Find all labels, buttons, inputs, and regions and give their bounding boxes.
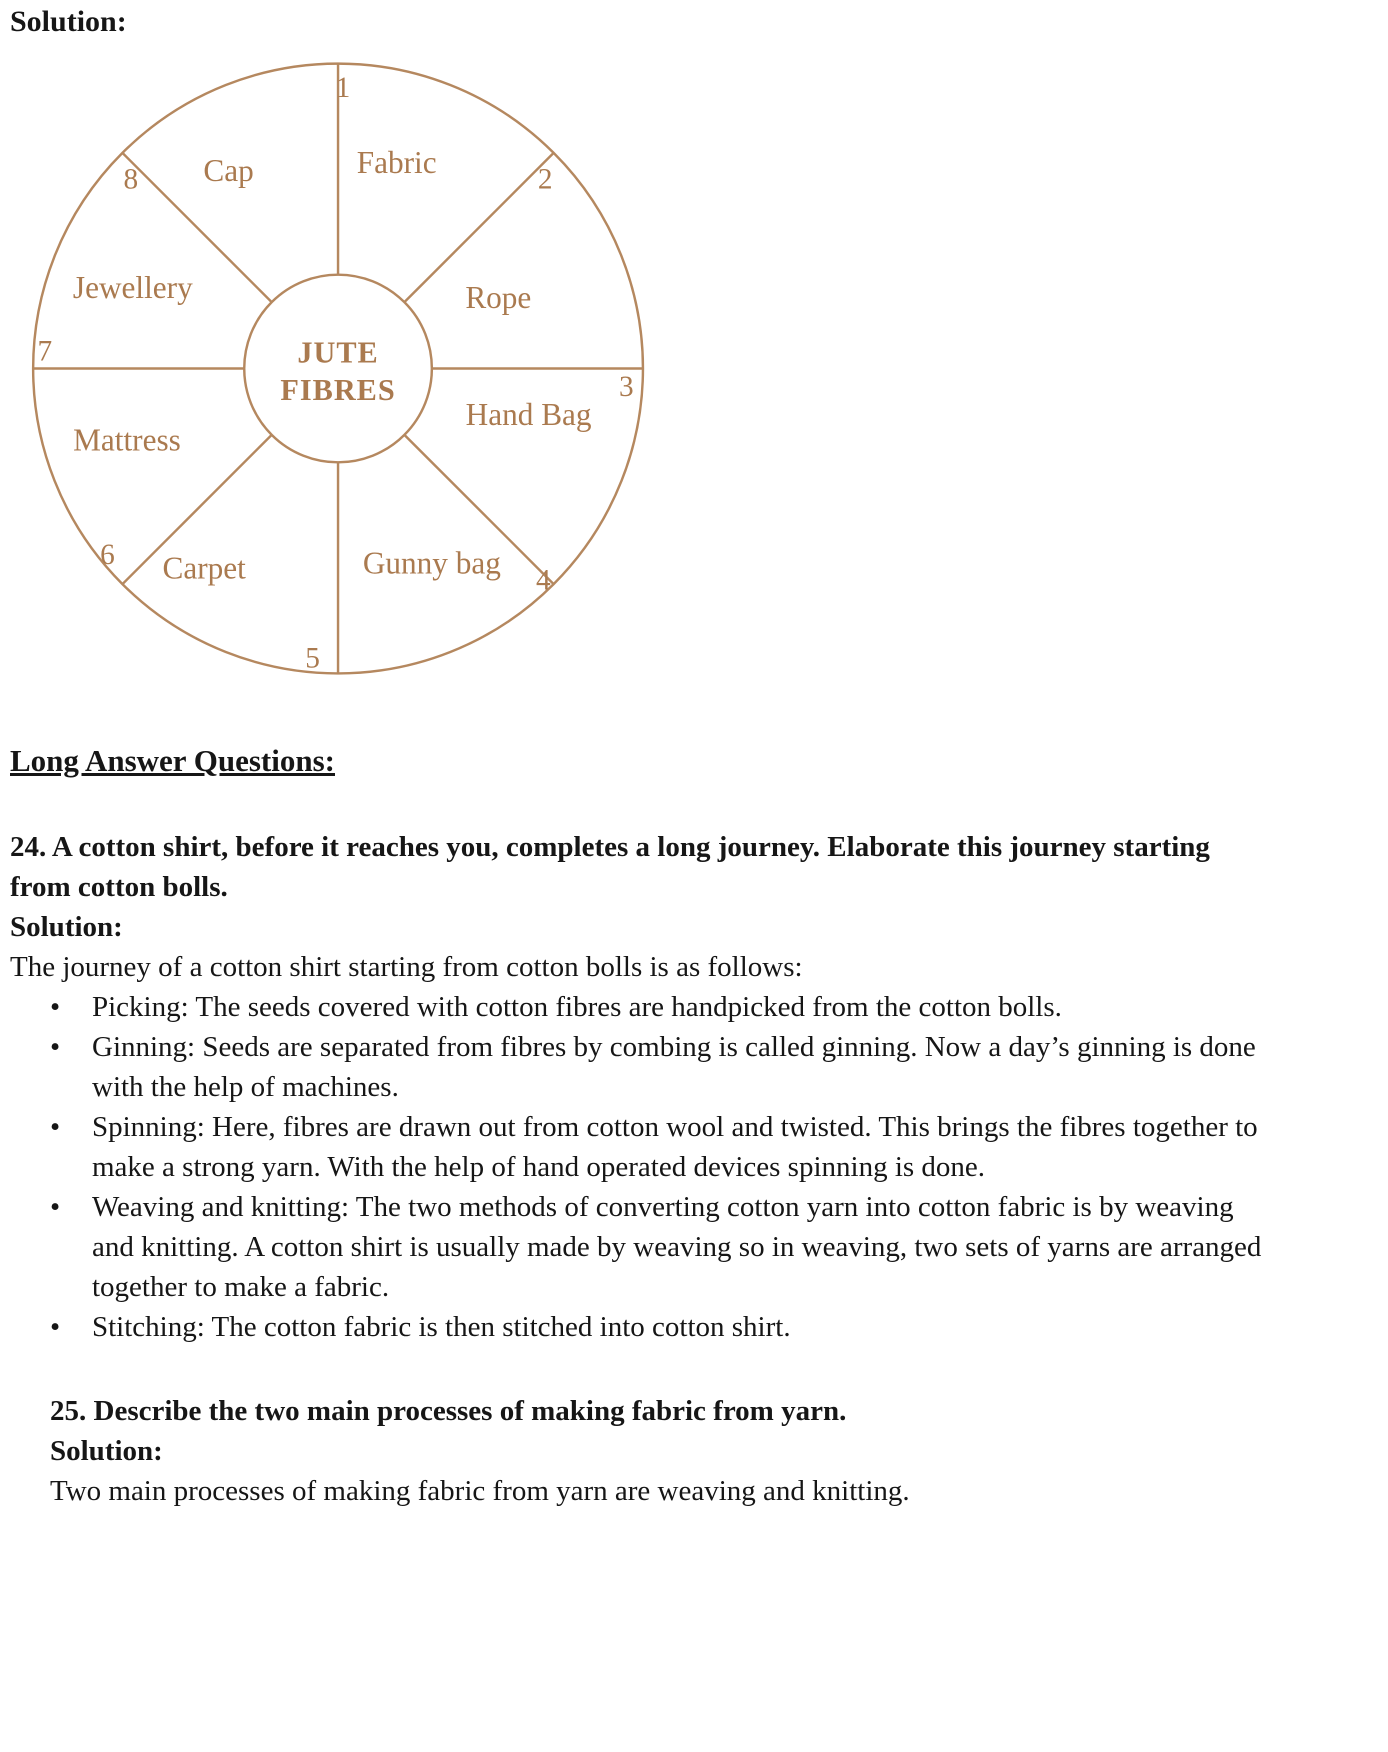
question-25-text: 25. Describe the two main processes of making fabric from yarn.	[50, 1395, 847, 1427]
sector-label-carpet: Carpet	[162, 550, 246, 586]
sector-label-cap: Cap	[203, 152, 254, 188]
spoke-number-3: 3	[619, 370, 634, 403]
spoke-number-8: 8	[123, 163, 139, 196]
bullet-item-stitching: • Stitching: The cotton fabric is then stitched into cotton shirt.	[10, 1307, 1262, 1347]
question-24-text: 24. A cotton shirt, before it reaches you, completes a long journey. Elaborate this journey starting from cotton bolls.	[10, 831, 1210, 903]
q24-bullet-list	[10, 987, 1272, 1347]
sector-label-jewellery: Jewellery	[72, 270, 193, 306]
bullet-item-picking: • Picking: The seeds covered with cotton fibres are handpicked from the cotton bolls.	[10, 987, 1262, 1027]
jute-fibres-wheel-diagram	[10, 46, 670, 691]
bullet-item-weaving-knitting: • Weaving and knitting: The two methods of converting cotton yarn into cotton fabric is by weaving and knitting. A cotton shirt is usually made by weaving so in weaving, two sets of yarns are arranged together to make a fabric.	[10, 1187, 1262, 1307]
center-label-line2: FIBRES	[280, 372, 396, 407]
spoke-number-7: 7	[37, 335, 53, 368]
question-25-block	[10, 1391, 1290, 1511]
q25-solution-label: Solution:	[50, 1435, 163, 1467]
spoke-number-2: 2	[537, 163, 553, 196]
spoke-number-1: 1	[335, 71, 351, 104]
sector-label-fabric: Fabric	[356, 145, 437, 181]
sector-label-hand-bag: Hand Bag	[465, 397, 592, 433]
sector-label-gunny-bag: Gunny bag	[362, 545, 501, 581]
spoke-number-5: 5	[305, 642, 320, 675]
bullet-item-spinning: • Spinning: Here, fibres are drawn out from cotton wool and twisted. This brings the fibres together to make a strong yarn. With the help of hand operated devices spinning is done.	[10, 1107, 1262, 1187]
spoke-number-6: 6	[100, 538, 115, 571]
q25-answer-line: Two main processes of making fabric from yarn are weaving and knitting.	[50, 1475, 910, 1507]
wheel-diagram-svg	[10, 46, 670, 691]
sector-label-rope: Rope	[465, 279, 532, 315]
bullet-item-ginning: • Ginning: Seeds are separated from fibres by combing is called ginning. Now a day’s ginning is done with the help of machines.	[10, 1027, 1262, 1107]
q24-solution-label: Solution:	[10, 911, 123, 943]
solution-heading-top: Solution:	[10, 5, 127, 38]
spoke-number-4: 4	[535, 564, 551, 597]
center-label-line1: JUTE	[297, 335, 379, 370]
sector-label-mattress: Mattress	[73, 422, 181, 458]
q24-intro-line: The journey of a cotton shirt starting from cotton bolls is as follows:	[10, 951, 803, 983]
long-answer-questions-heading: Long Answer Questions:	[10, 743, 335, 778]
